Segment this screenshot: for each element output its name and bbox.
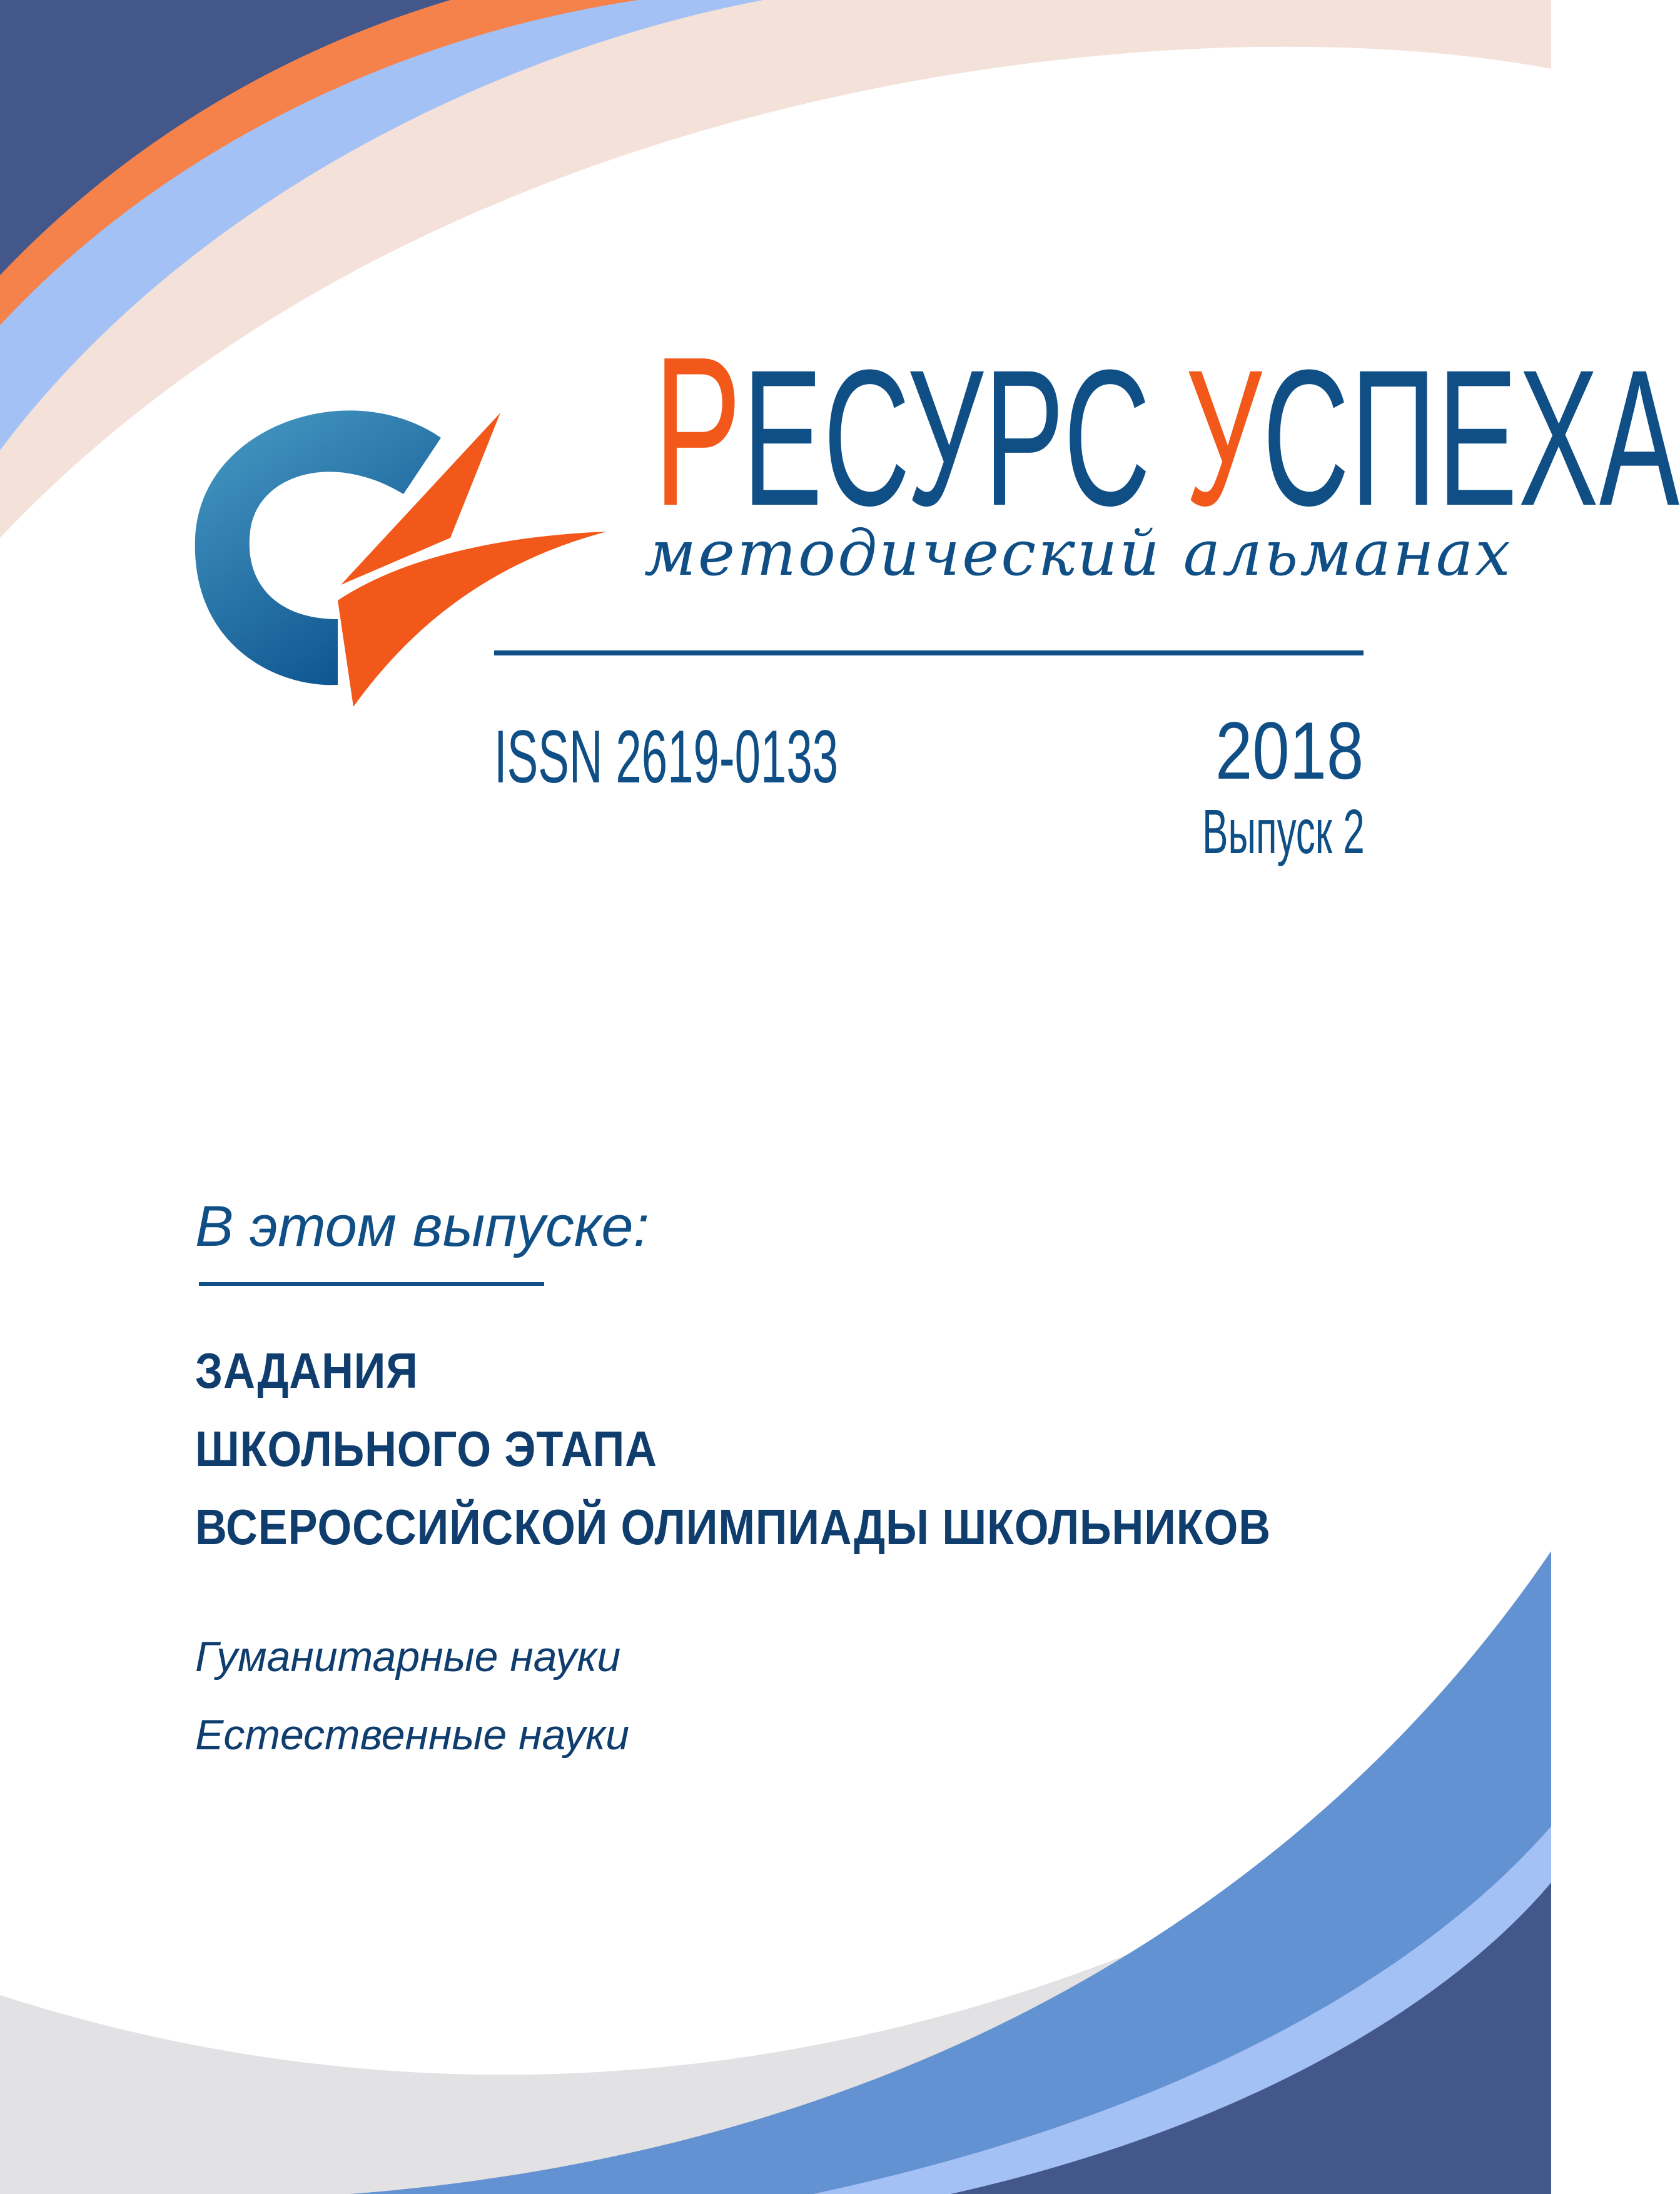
topic-line: ШКОЛЬНОГО ЭТАПА [195, 1421, 657, 1477]
masthead-divider [494, 650, 1364, 655]
almanac-logo-icon [188, 400, 613, 713]
issue-number: Выпуск 2 [1202, 797, 1365, 867]
contents-heading: В этом выпуске: [195, 1195, 650, 1258]
masthead-subtitle: методический альманах [644, 517, 1512, 590]
title-word-resurs: ЕСУРС [742, 329, 1151, 546]
topic-line: ВСЕРОССИЙСКОЙ ОЛИМПИАДЫ ШКОЛЬНИКОВ [195, 1499, 1271, 1555]
topic-line: ЗАДАНИЯ [195, 1343, 418, 1398]
title-word-uspekha: СПЕХА [1262, 329, 1680, 546]
publication-year: 2018 [1215, 705, 1364, 796]
title-initial-r: Р [654, 313, 742, 550]
section-natural-sciences: Естественные науки [195, 1711, 630, 1759]
section-humanities: Гуманитарные науки [195, 1633, 621, 1681]
contents-heading-underline [199, 1282, 544, 1286]
issn-number: ISSN 2619-0133 [494, 715, 839, 799]
masthead-title [654, 313, 1680, 550]
title-initial-u: У [1185, 329, 1263, 546]
